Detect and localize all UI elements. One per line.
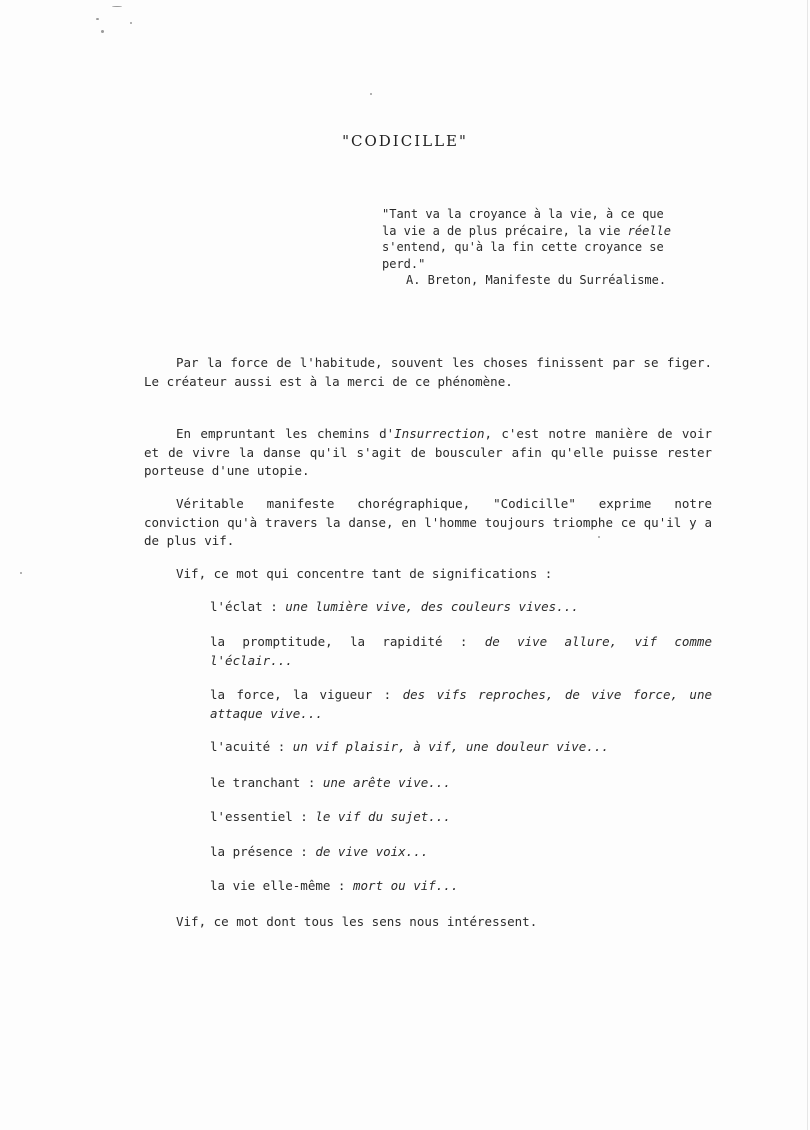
epigraph-line-text: la vie a de plus précaire, la vie <box>382 223 628 238</box>
meaning-examples: un vif plaisir, à vif, une douleur vive... <box>292 739 609 754</box>
scan-speck <box>96 18 99 20</box>
scan-speck <box>370 93 372 95</box>
paragraph-2-text-end: , c'est notre manière de voir et de vivre la danse qu'il s'agit de bousculer afin qu'elle puisse rester porteuse d'une utopie. <box>144 426 713 478</box>
meaning-term: l'acuité : <box>210 739 293 754</box>
meaning-item <box>210 774 712 793</box>
epigraph-italic-word: réelle <box>627 223 671 238</box>
scan-edge <box>807 0 808 1130</box>
meaning-item <box>210 877 712 896</box>
epigraph-attribution: A. Breton, Manifeste du Surréalisme. <box>406 273 667 287</box>
scan-speck <box>20 572 22 574</box>
meaning-term: la vie elle-même : <box>210 878 353 893</box>
meaning-examples: une lumière vive, des couleurs vives... <box>285 599 579 614</box>
meaning-item <box>210 843 712 862</box>
meaning-examples: une arête vive... <box>322 775 451 790</box>
paragraph-2-italic: Insurrection <box>394 426 485 441</box>
meaning-examples: de vive allure, vif comme l'éclair... <box>210 634 712 668</box>
closing-paragraph: Vif, ce mot dont tous les sens nous intéressent. <box>176 914 538 929</box>
scan-speck <box>130 22 132 24</box>
meaning-item <box>210 633 712 670</box>
meaning-examples: de vive voix... <box>315 844 429 859</box>
scan-speck <box>112 6 122 7</box>
meaning-examples: mort ou vif... <box>353 878 459 893</box>
epigraph-line <box>382 223 712 240</box>
meaning-term: le tranchant : <box>210 775 323 790</box>
meaning-item <box>210 808 712 827</box>
document-title: "CODICILLE" <box>342 132 468 150</box>
meaning-item <box>210 598 712 617</box>
paragraph-3: Véritable manifeste chorégraphique, "Codicille" exprime notre conviction qu'à travers la danse, en l'homme toujours triomphe ce qu'il y a de plus vif. <box>144 496 712 548</box>
paragraph-2-text: En empruntant les chemins d' <box>176 426 395 441</box>
meaning-term: l'essentiel : <box>210 809 316 824</box>
paragraph-4: Vif, ce mot qui concentre tant de significations : <box>176 566 553 581</box>
meaning-term: la force, la vigueur : <box>210 687 403 702</box>
paragraph-2 <box>144 425 712 481</box>
epigraph-line: "Tant va la croyance à la vie, à ce que <box>382 207 664 221</box>
meaning-examples: le vif du sujet... <box>315 809 451 824</box>
epigraph <box>382 206 712 289</box>
epigraph-line: perd." <box>382 256 426 271</box>
meaning-item <box>210 686 712 723</box>
paragraph-1: Par la force de l'habitude, souvent les choses finissent par se figer. Le créateur aussi est à la merci de ce phénomène. <box>144 355 712 389</box>
meaning-term: l'éclat : <box>210 599 286 614</box>
meaning-item <box>210 738 712 757</box>
meaning-examples: des vifs reproches, de vive force, une attaque vive... <box>210 687 712 721</box>
meaning-term: la présence : <box>210 844 316 859</box>
meaning-term: la promptitude, la rapidité : <box>210 634 485 649</box>
scan-speck <box>101 30 104 33</box>
epigraph-line: s'entend, qu'à la fin cette croyance se <box>382 240 664 254</box>
